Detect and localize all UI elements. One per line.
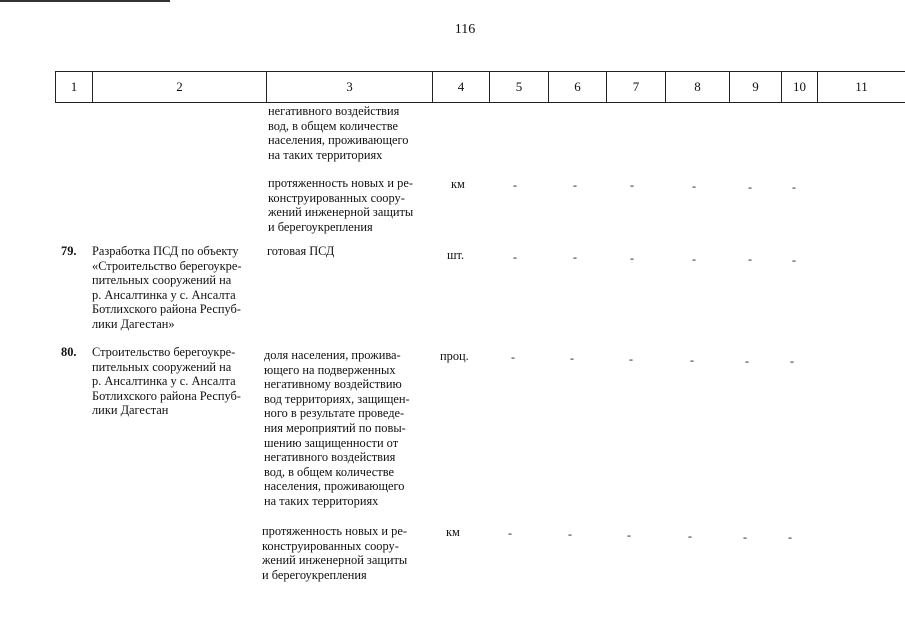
column-header-1: 1	[55, 72, 92, 102]
value-cell: -	[688, 529, 692, 543]
value-cell: -	[568, 527, 572, 541]
value-cell: -	[629, 352, 633, 366]
unit-79: шт.	[447, 248, 465, 262]
value-cell: -	[627, 528, 631, 542]
column-header-4: 4	[432, 72, 489, 102]
value-cell: -	[748, 180, 752, 194]
unit-80: проц.	[440, 349, 469, 363]
value-cell: -	[573, 250, 577, 264]
column-header-9: 9	[729, 72, 781, 102]
column-header-10: 10	[781, 72, 817, 102]
column-header-8: 8	[665, 72, 729, 102]
value-cell: -	[630, 178, 634, 192]
value-cell: -	[513, 250, 517, 264]
value-cell: -	[513, 178, 517, 192]
column-header-2: 2	[92, 72, 266, 102]
column-header-11: 11	[817, 72, 905, 102]
indicator-80-share: доля населения, прожива- ющего на подверженных негативному воздействию вод территориях, защищен- ного в результате проведе- ния мероприятий по повы- шению защищенности от негативного воздействия вод, в общем количестве населения, проживающего на таких территориях	[264, 348, 410, 508]
value-cell: -	[792, 180, 796, 194]
value-cell: -	[690, 353, 694, 367]
value-cell: -	[792, 253, 796, 267]
row-number-80: 80.	[61, 345, 77, 359]
project-name-79: Разработка ПСД по объекту «Строительство берегоукре- пительных сооружений на р. Ансалтинка у с. Ансалта Ботлихского района Респуб- лики Дагестан»	[92, 244, 242, 331]
column-header-6: 6	[548, 72, 606, 102]
value-cell: -	[788, 530, 792, 544]
top-rule	[0, 0, 170, 2]
column-header-3: 3	[266, 72, 432, 102]
value-cell: -	[508, 526, 512, 540]
column-header-7: 7	[606, 72, 665, 102]
value-cell: -	[511, 350, 515, 364]
indicator-length-1: протяженность новых и ре- конструированных соору- жений инженерной защиты и берегоукрепления	[268, 176, 414, 234]
value-cell: -	[790, 354, 794, 368]
unit-1: км	[451, 177, 465, 191]
value-cell: -	[745, 354, 749, 368]
value-cell: -	[630, 251, 634, 265]
column-header-5: 5	[489, 72, 548, 102]
row-number-79: 79.	[61, 244, 77, 258]
indicator-length-80: протяженность новых и ре- конструированных соору- жений инженерной защиты и берегоукрепления	[262, 524, 408, 582]
project-name-80: Строительство берегоукре- пительных сооружений на р. Ансалтинка у с. Ансалта Ботлихского района Респуб- лики Дагестан	[92, 345, 241, 418]
value-cell: -	[570, 351, 574, 365]
continued-indicator: негативного воздействия вод, в общем количестве населения, проживающего на таких территориях	[268, 104, 409, 162]
page-number: 116	[454, 22, 476, 37]
indicator-79: готовая ПСД	[267, 244, 335, 258]
value-cell: -	[573, 178, 577, 192]
value-cell: -	[692, 179, 696, 193]
unit-80-length: км	[446, 525, 460, 539]
value-cell: -	[748, 252, 752, 266]
value-cell: -	[692, 252, 696, 266]
value-cell: -	[743, 530, 747, 544]
table-header	[55, 71, 905, 103]
